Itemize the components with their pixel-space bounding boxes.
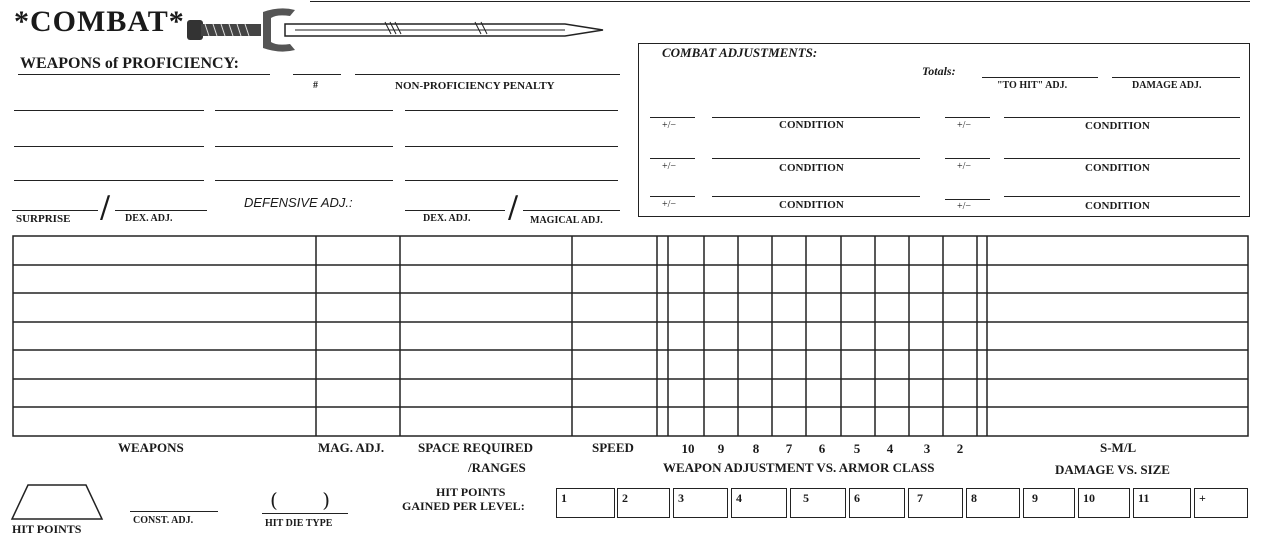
ac-4: 4 (886, 441, 894, 456)
ac-10: 10 (681, 441, 695, 456)
penalty-label: NON-PROFICIENCY PENALTY (395, 80, 555, 92)
die-line (262, 513, 348, 514)
condition-label: CONDITION (779, 199, 844, 211)
const-adj-label: CONST. ADJ. (133, 515, 194, 526)
plusminus: +/− (957, 201, 972, 212)
hit-die-label: HIT DIE TYPE (265, 518, 333, 529)
condition-label: CONDITION (1085, 120, 1150, 132)
damage-size-header: DAMAGE VS. SIZE (1055, 462, 1170, 477)
num-label: # (313, 80, 318, 91)
gained-label-2: GAINED PER LEVEL: (402, 499, 525, 513)
slash: / (100, 190, 111, 225)
hit-points-label: HIT POINTS (12, 522, 82, 536)
die-paren: ( ) (270, 488, 331, 512)
ac-8: 8 (752, 441, 760, 456)
dex-adj-label: DEX. ADJ. (125, 213, 173, 224)
def-dex-label: DEX. ADJ. (423, 213, 471, 224)
proficiency-title: WEAPONS of PROFICIENCY: (20, 55, 239, 72)
gained-label-1: HIT POINTS (436, 485, 506, 499)
hp-level-cell[interactable]: 9 (1023, 488, 1075, 518)
plusminus: +/− (662, 199, 677, 210)
ac-6: 6 (818, 441, 826, 456)
defensive-label: DEFENSIVE ADJ.: (244, 195, 353, 210)
condition-label: CONDITION (779, 119, 844, 131)
slash: / (508, 190, 519, 225)
hp-level-cell[interactable]: 7 (908, 488, 963, 518)
surprise-label: SURPRISE (16, 213, 71, 225)
condition-label: CONDITION (1085, 162, 1150, 174)
weapons-header: WEAPONS (118, 440, 184, 455)
ac-3: 3 (923, 441, 931, 456)
hp-level-cell[interactable]: + (1194, 488, 1248, 518)
ac-7: 7 (785, 441, 793, 456)
plusminus: +/− (957, 120, 972, 131)
hp-level-cell[interactable]: 4 (731, 488, 787, 518)
space-header: SPACE REQUIRED (418, 440, 533, 455)
condition-label: CONDITION (1085, 200, 1150, 212)
hp-level-cell[interactable]: 2 (617, 488, 670, 518)
mag-adj-header: MAG. ADJ. (318, 440, 385, 455)
sml-header: S-M/L (1100, 440, 1137, 455)
armor-class-header: WEAPON ADJUSTMENT VS. ARMOR CLASS (663, 460, 935, 475)
hp-level-cell[interactable]: 11 (1133, 488, 1191, 518)
hp-level-cell[interactable]: 5 (790, 488, 846, 518)
plusminus: +/− (662, 161, 677, 172)
magical-label: MAGICAL ADJ. (530, 215, 603, 226)
hp-level-cell[interactable]: 8 (966, 488, 1020, 518)
hit-points-box (10, 483, 110, 523)
page-title: *COMBAT* (14, 5, 185, 38)
plusminus: +/− (662, 120, 677, 131)
ac-9: 9 (717, 441, 725, 456)
plusminus: +/− (957, 161, 972, 172)
ranges-header: /RANGES (468, 460, 526, 475)
hp-level-cell[interactable]: 10 (1078, 488, 1130, 518)
const-line (130, 511, 218, 512)
combat-adjustments-title: COMBAT ADJUSTMENTS: (662, 45, 818, 60)
speed-header: SPEED (592, 440, 634, 455)
ac-5: 5 (853, 441, 861, 456)
damage-adj-label: DAMAGE ADJ. (1132, 80, 1202, 91)
totals-label: Totals: (922, 64, 956, 78)
ac-2: 2 (956, 441, 964, 456)
condition-label: CONDITION (779, 162, 844, 174)
hp-level-cell[interactable]: 3 (673, 488, 728, 518)
to-hit-label: "TO HIT" ADJ. (997, 80, 1068, 91)
hp-level-cell[interactable]: 6 (849, 488, 905, 518)
hp-level-cell[interactable]: 1 (556, 488, 615, 518)
